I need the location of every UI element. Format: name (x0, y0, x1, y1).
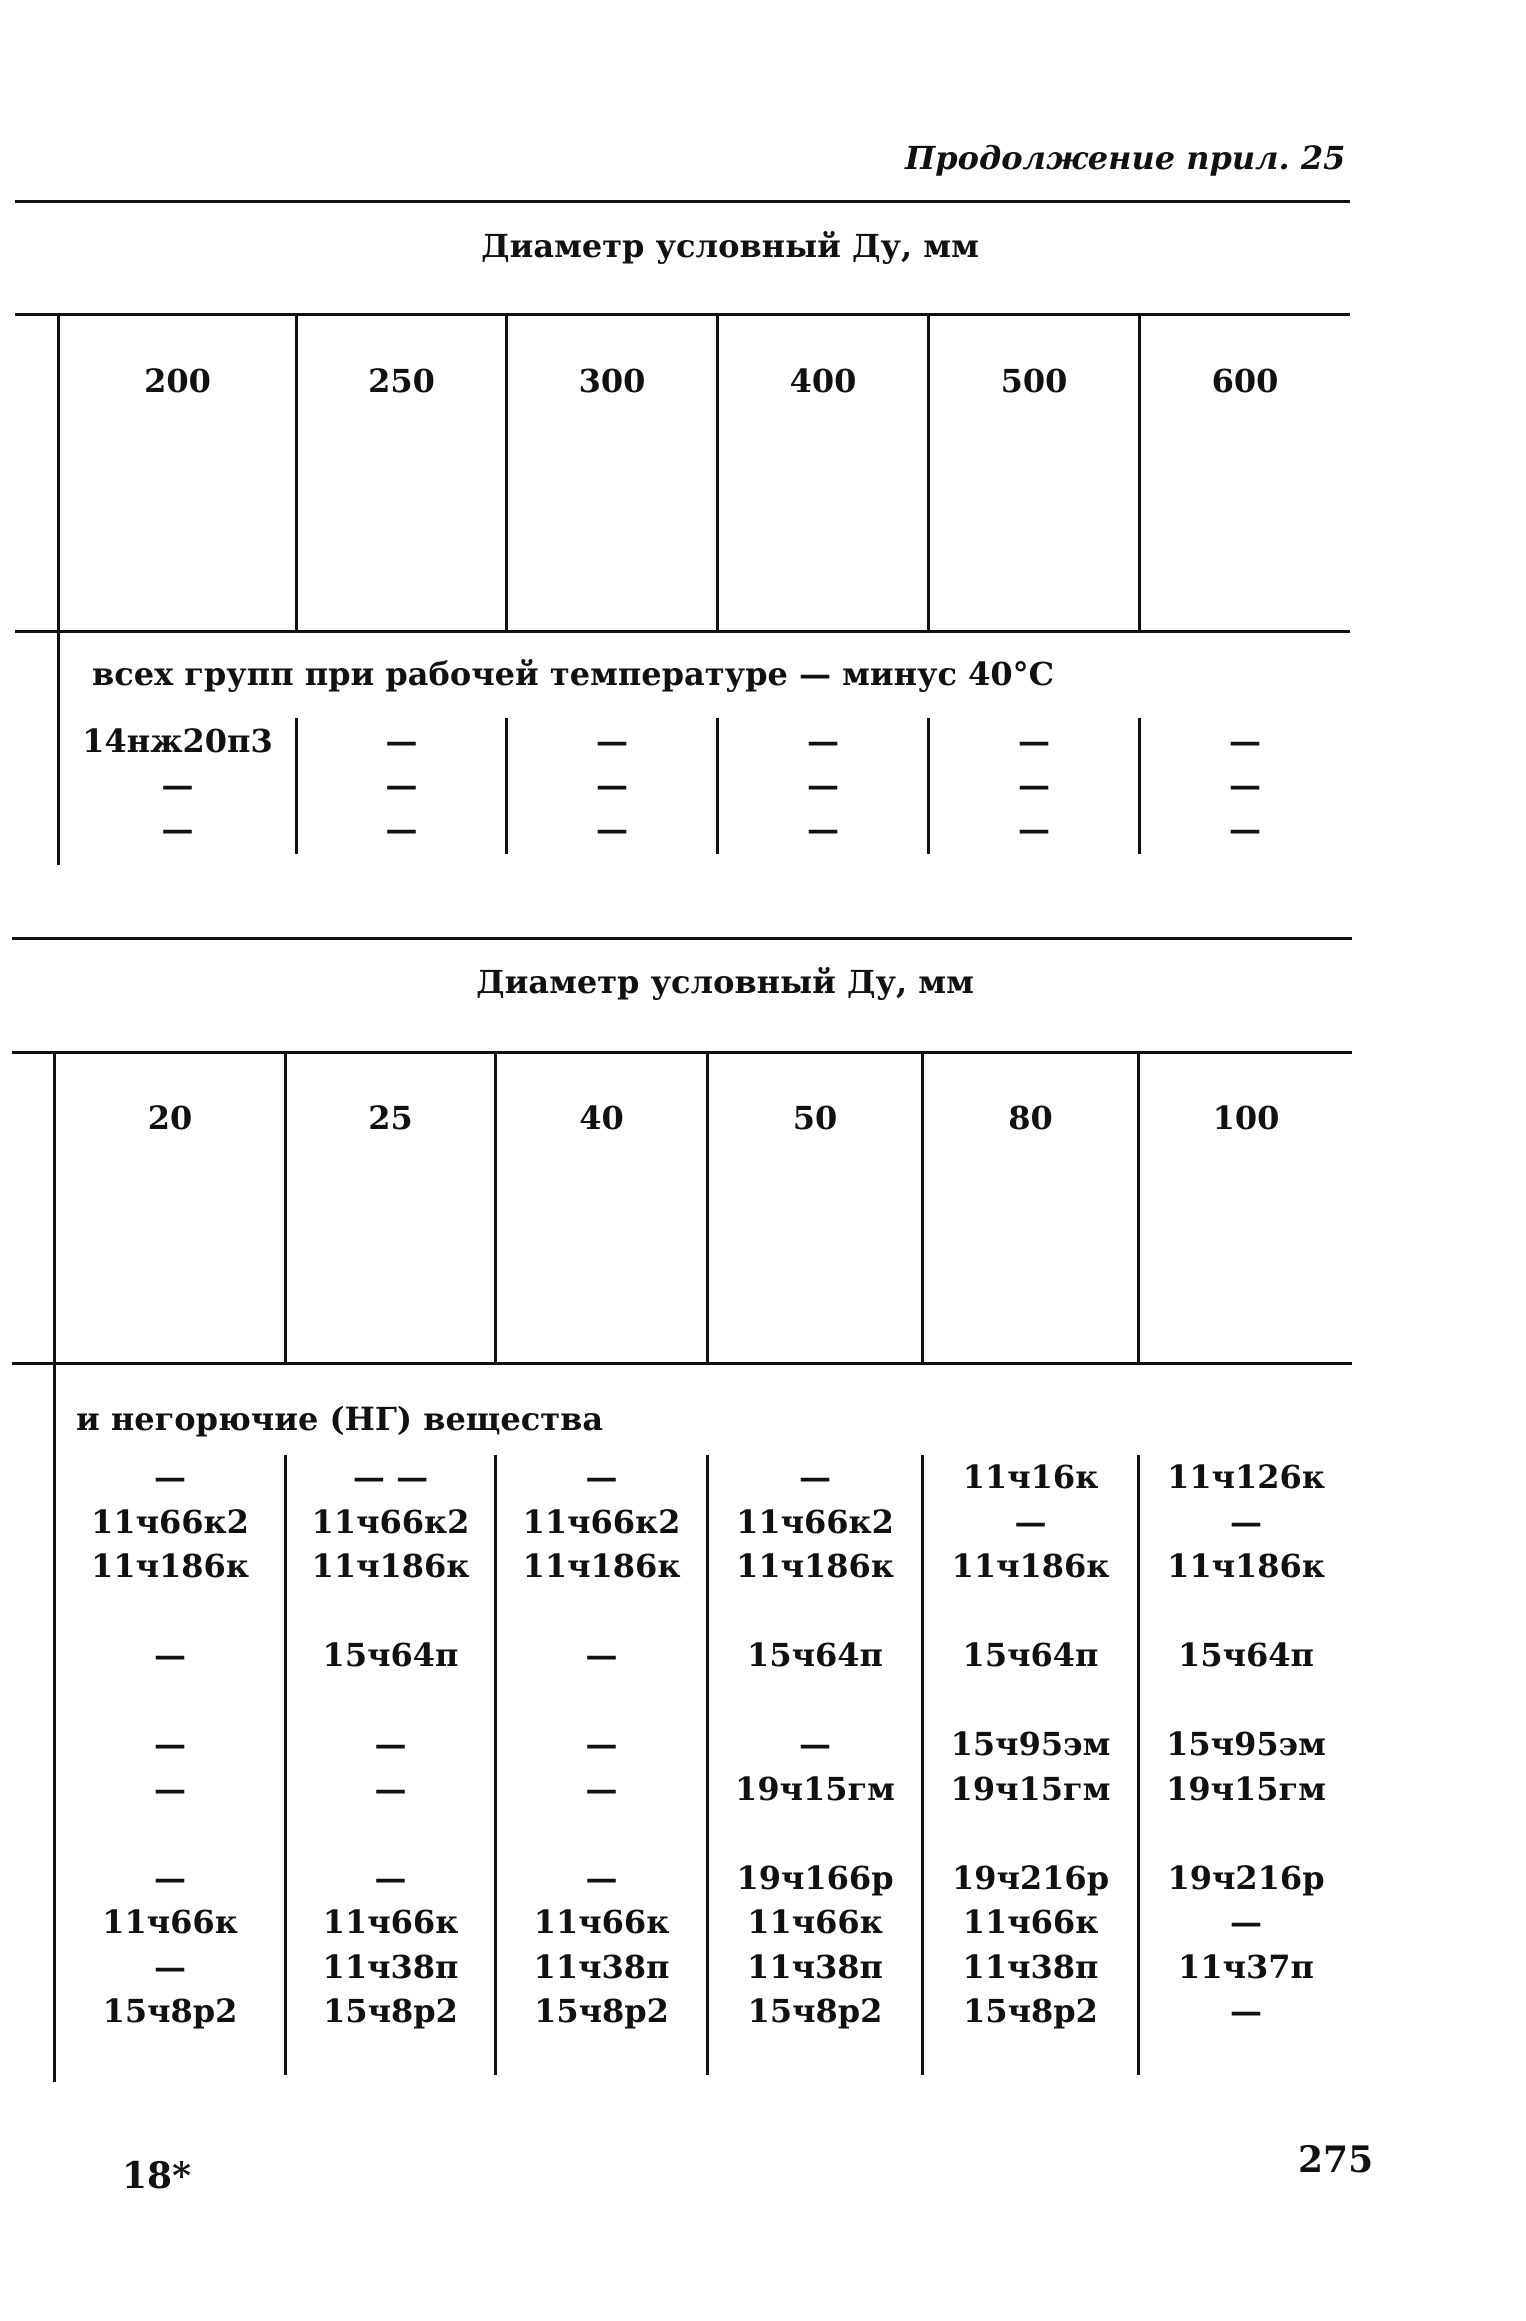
table-2-cell: — (585, 1725, 618, 1763)
table-2-cell: 11ч66к2 (522, 1503, 681, 1541)
table-2-cell: 11ч38п (747, 1948, 883, 1986)
table-2-cell: 11ч66к (322, 1903, 459, 1941)
table-2-col-divider (706, 1051, 709, 1363)
table-2-cell: — (154, 1859, 186, 1897)
table-1-col-header: 250 (368, 362, 435, 400)
table-2-cell: 11ч66к (533, 1903, 670, 1941)
table-2-cell: — (1230, 1503, 1262, 1541)
table-1-cell: — (807, 766, 839, 804)
table-2-cell: — (1014, 1503, 1047, 1541)
table-2-cell: — — (352, 1458, 429, 1496)
table-1-cell: — (1229, 810, 1261, 848)
table-1-cell: — (161, 766, 194, 804)
table-1-cell: — (596, 722, 628, 760)
table-1-body-rule (15, 630, 1350, 633)
table-2-cell: 15ч8р2 (323, 1992, 458, 2030)
table-2-cell: 11ч66к2 (311, 1503, 470, 1541)
table-2-cell: 11ч186к (736, 1547, 894, 1585)
table-1-cell: — (807, 722, 839, 760)
table-2-cell: 15ч95эм (950, 1725, 1111, 1763)
table-1-col-header: 200 (144, 362, 211, 400)
table-2-cell: 11ч38п (533, 1948, 670, 1986)
table-2-cell: 11ч66к2 (91, 1503, 249, 1541)
table-2-cell: 11ч186к (522, 1547, 681, 1585)
table-1-cell: — (1018, 810, 1050, 848)
table-2-cell: 19ч15гм (950, 1770, 1111, 1808)
table-1-col-divider (927, 313, 930, 631)
table-2-cell: 15ч8р2 (963, 1992, 1098, 2030)
table-2-col-divider (53, 1051, 56, 1363)
page-number: 275 (1298, 2139, 1374, 2181)
table-2-top-rule (12, 937, 1352, 940)
table-2-cell: 11ч66к (747, 1903, 883, 1941)
table-2-col-divider (494, 1051, 497, 1363)
table-1-cell: 14нж20п3 (82, 722, 273, 760)
table-2-cell: — (374, 1725, 407, 1763)
table-2-cell: 11ч66к (102, 1903, 238, 1941)
table-2-cell: 15ч8р2 (534, 1992, 669, 2030)
table-2-cell: 11ч66к2 (736, 1503, 894, 1541)
table-2-cell: — (374, 1770, 407, 1808)
table-2-cell: 15ч64п (747, 1636, 883, 1674)
table-1-col-divider (295, 313, 298, 631)
table-1-col-header: 300 (578, 362, 646, 400)
table-2-caption: Диаметр условный Ду, мм (476, 963, 974, 1001)
table-2-cell: — (585, 1859, 618, 1897)
table-2-col-divider (284, 1051, 287, 1363)
table-1-cell: — (596, 766, 628, 804)
table-2-col-divider (1137, 1051, 1140, 1363)
table-2-cell: — (154, 1948, 186, 1986)
table-2-cell: 15ч8р2 (102, 1992, 238, 2030)
table-1-caption: Диаметр условный Ду, мм (481, 227, 979, 265)
table-1-top-rule (15, 200, 1350, 203)
table-1-cell: — (1229, 722, 1261, 760)
table-2-cell: — (799, 1725, 831, 1763)
table-1-cell: — (385, 722, 418, 760)
table-2-col-header: 100 (1212, 1099, 1280, 1137)
table-2-cell: 11ч186к (311, 1547, 470, 1585)
table-2-cell: 11ч186к (951, 1547, 1110, 1585)
table-1-col-divider (505, 313, 508, 631)
table-1-col-header: 500 (1000, 362, 1068, 400)
table-2-col-divider (921, 1051, 924, 1363)
table-1-col-header: 600 (1211, 362, 1279, 400)
table-1-header-rule (15, 313, 1350, 316)
table-1-col-divider (716, 313, 719, 631)
table-2-cell: 11ч38п (322, 1948, 459, 1986)
table-2-cell: — (585, 1636, 618, 1674)
table-2-cell: — (154, 1725, 186, 1763)
table-2-cell: — (1230, 1992, 1262, 2030)
table-2-section-label: и негорючие (НГ) вещества (76, 1400, 604, 1438)
table-2-cell: — (154, 1636, 186, 1674)
table-2-cell: 19ч166р (736, 1859, 894, 1897)
table-1-cell: — (385, 766, 418, 804)
signature-mark: 18* (122, 2155, 191, 2197)
table-2-cell: 15ч8р2 (747, 1992, 883, 2030)
table-2-cell: 11ч16к (962, 1458, 1099, 1496)
table-1-cell: — (596, 810, 628, 848)
table-1-cell: — (1229, 766, 1261, 804)
table-1-col-divider (1138, 313, 1141, 631)
table-2-cell: 15ч64п (1178, 1636, 1314, 1674)
table-2-col-header: 40 (579, 1099, 624, 1137)
table-2-cell: — (154, 1770, 186, 1808)
table-2-cell: 19ч216р (951, 1859, 1110, 1897)
table-2-col-header: 80 (1008, 1099, 1053, 1137)
table-1-cell: — (807, 810, 839, 848)
table-2-col-header: 25 (368, 1099, 413, 1137)
table-1-section-label: всех групп при рабочей температуре — минус 40°С (92, 655, 1055, 693)
table-1-col-divider (57, 313, 60, 631)
table-2-cell: 11ч186к (91, 1547, 249, 1585)
table-2-cell: — (1230, 1903, 1262, 1941)
table-2-cell: — (585, 1770, 618, 1808)
table-2-cell: — (585, 1458, 618, 1496)
page-header: Продолжение прил. 25 (905, 139, 1346, 177)
table-2-cell: 11ч186к (1167, 1547, 1325, 1585)
table-2-cell: — (154, 1458, 186, 1496)
table-2-cell: 19ч15гм (735, 1770, 895, 1808)
table-2-cell: — (374, 1859, 407, 1897)
table-2-cell: — (799, 1458, 831, 1496)
table-1-cell: — (161, 810, 194, 848)
table-2-cell: 19ч216р (1167, 1859, 1325, 1897)
table-1-cell: — (1018, 722, 1050, 760)
table-2-cell: 11ч66к (962, 1903, 1099, 1941)
table-1-col-header: 400 (789, 362, 857, 400)
table-2-cell: 11ч126к (1167, 1458, 1325, 1496)
table-2-cell: 15ч64п (962, 1636, 1099, 1674)
table-2-header-rule (12, 1051, 1352, 1054)
table-2-col-header: 20 (147, 1099, 193, 1137)
table-1-cell: — (385, 810, 418, 848)
table-2-cell: 19ч15гм (1166, 1770, 1326, 1808)
table-2-cell: 11ч37п (1178, 1948, 1314, 1986)
table-2-cell: 11ч38п (962, 1948, 1099, 1986)
table-2-cell: 15ч64п (322, 1636, 459, 1674)
table-2-body-rule (12, 1362, 1352, 1365)
table-2-cell: 15ч95эм (1166, 1725, 1326, 1763)
table-1-cell: — (1018, 766, 1050, 804)
table-2-col-header: 50 (792, 1099, 838, 1137)
